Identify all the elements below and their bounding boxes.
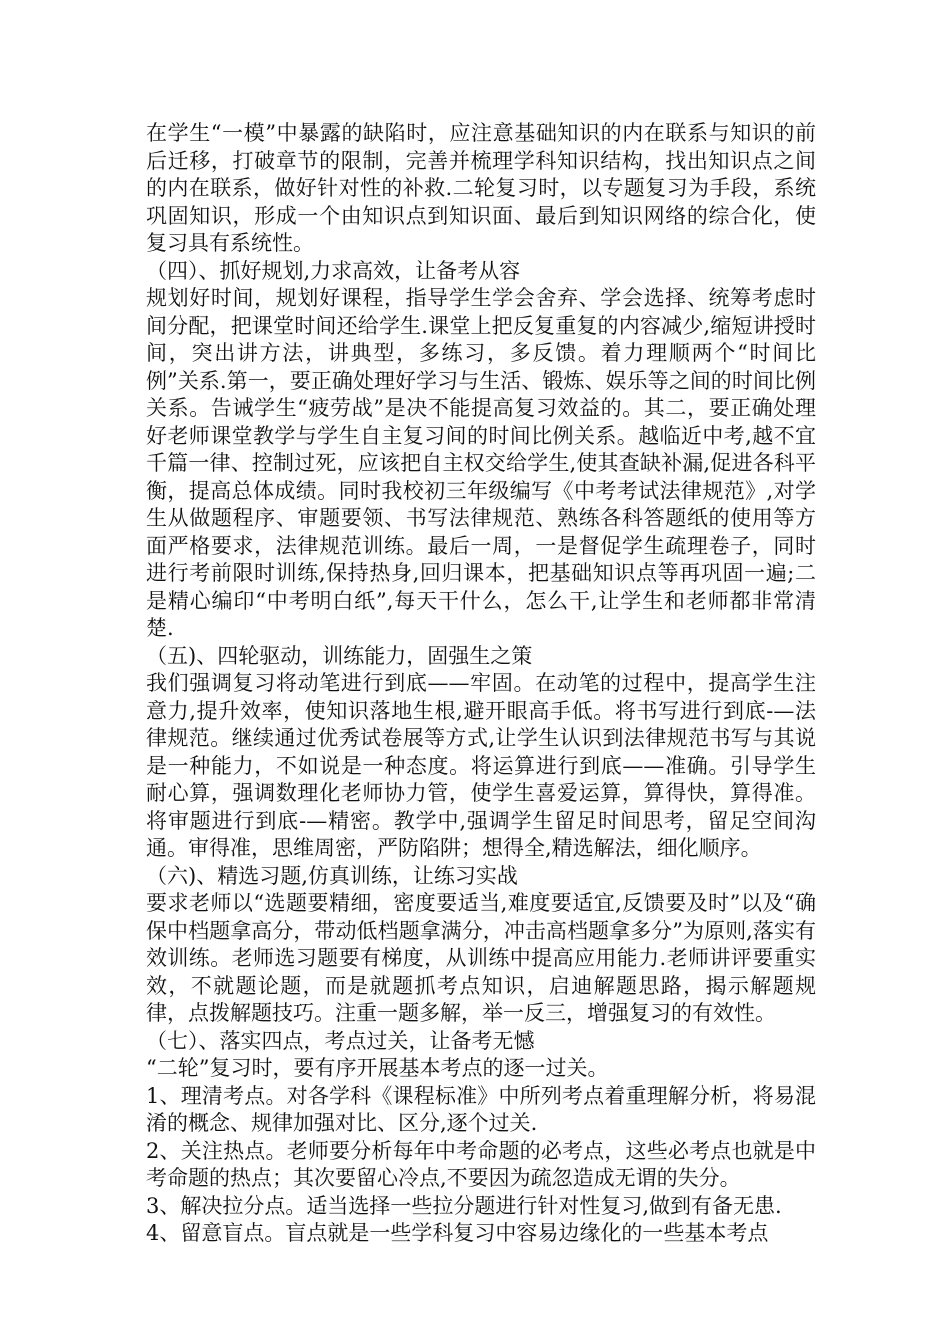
list-item: 3、解决拉分点。适当选择一些拉分题进行针对性复习,做到有备无患. xyxy=(146,1193,782,1218)
list-item: 1、理清考点。对各学科《课程标准》中所列考点着重理解分析，将易混淆的概念、规律加强对比、区分,逐个过关. xyxy=(146,1083,816,1135)
list-item: 4、留意盲点。盲点就是一些学科复习中容易边缘化的一些基本考点 xyxy=(146,1221,769,1245)
paragraph: 在学生“一模”中暴露的缺陷时，应注意基础知识的内在联系与知识的前后迁移，打破章节的限制，完善并梳理学科知识结构，找出知识点之间的内在联系，做好针对性的补救.二轮复习时，以专题复习为手段，系统巩固知识，形成一个由知识点到知识面、最后到知识网络的综合化，使复习具有系统性。 xyxy=(146,121,816,255)
paragraph: 要求老师以“选题要精细，密度要适当,难度要适宜,反馈要及时”以及“确保中档题拿高分，带动低档题拿满分，冲击高档题拿多分”为原则,落实有效训练。老师选习题要有梯度，从训练中提高应用能力.老师讲评要重实效，不就题论题，而是就题抓考点知识，启迪解题思路，揭示解题规律，点拨解题技巧。注重一题多解，举一反三，增强复习的有效性。 xyxy=(146,891,816,1025)
section-heading: （六)、精选习题,仿真训练，让练习实战 xyxy=(146,863,518,888)
section-heading: （五)、四轮驱动，训练能力，固强生之策 xyxy=(146,643,533,668)
list-item: 2、关注热点。老师要分析每年中考命题的必考点，这些必考点也就是中考命题的热点；其次要留心冷点,不要因为疏忽造成无谓的失分。 xyxy=(146,1138,816,1190)
section-heading: （七）、落实四点，考点过关，让备考无憾 xyxy=(146,1028,535,1053)
document-body xyxy=(146,120,816,1248)
paragraph: 我们强调复习将动笔进行到底——牢固。在动笔的过程中，提高学生注意力,提升效率，使知识落地生根,避开眼高手低。将书写进行到底-—法律规范。继续通过优秀试卷展等方式,让学生认识到法律规范书写与其说是一种能力，不如说是一种态度。将运算进行到底——准确。引导学生耐心算，强调数理化老师协力管，使学生喜爱运算，算得快，算得准。将审题进行到底-—精密。教学中,强调学生留足时间思考，留足空间沟通。审得准，思维周密，严防陷阱；想得全,精选解法，细化顺序。 xyxy=(146,671,816,860)
paragraph: 规划好时间，规划好课程，指导学生学会舍弃、学会选择、统筹考虑时间分配，把课堂时间还给学生.课堂上把反复重复的内容减少,缩短讲授时间，突出讲方法，讲典型，多练习，多反馈。着力理顺两个“时间比例”关系.第一，要正确处理好学习与生活、锻炼、娱乐等之间的时间比例关系。告诫学生“疲劳战”是决不能提高复习效益的。其二，要正确处理好老师课堂教学与学生自主复习间的时间比例关系。越临近中考,越不宜千篇一律、控制过死，应该把自主权交给学生,使其查缺补漏,促进各科平衡，提高总体成绩。同时我校初三年级编写《中考考试法律规范》,对学生从做题程序、审题要领、书写法律规范、熟练各科答题纸的使用等方面严格要求，法律规范训练。最后一周，一是督促学生疏理卷子，同时进行考前限时训练,保持热身,回归课本，把基础知识点等再巩固一遍;二是精心编印“中考明白纸”,每天干什么，怎么干,让学生和老师都非常清楚. xyxy=(146,286,816,640)
paragraph: “二轮”复习时，要有序开展基本考点的逐一过关。 xyxy=(146,1056,609,1080)
section-heading: （四）、抓好规划,力求高效，让备考从容 xyxy=(146,258,521,283)
